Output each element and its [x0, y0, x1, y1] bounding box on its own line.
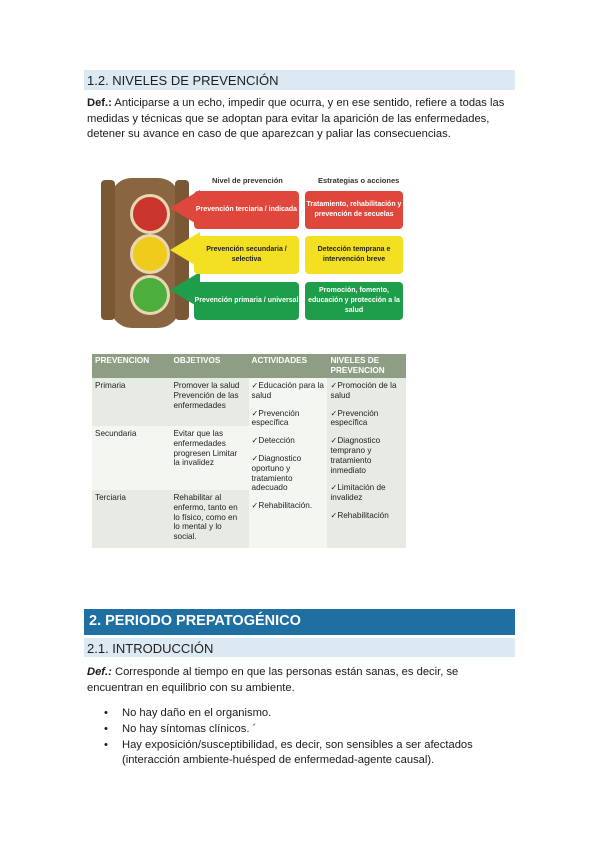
- bullet-list: [104, 706, 514, 769]
- header-prevencion: PREVENCION: [92, 354, 170, 378]
- actividad-item: ✓Prevención específica: [251, 408, 300, 428]
- cell-objetivos: Evitar que las enfermedades progresen Limitar la invalidez: [170, 426, 248, 490]
- cell-niveles: [327, 378, 406, 548]
- nivel-item: ✓Rehabilitación: [330, 510, 389, 520]
- level-primaria-box: Prevención primaria / universal: [194, 282, 299, 320]
- actividad-item: ✓Educación para la salud: [251, 381, 324, 400]
- strategy-terciaria-box: Tratamiento, rehabilitación y prevención de secuelas: [305, 191, 403, 229]
- header-niveles: NIVELES DE PREVENCION: [327, 354, 406, 378]
- cell-objetivos: Rehabilitar al enfermo, tanto en lo físico, como en lo mental y lo social.: [170, 490, 248, 548]
- level-terciaria-box: Prevención terciaria / indicada: [194, 191, 299, 229]
- subsection-heading-introduccion: [84, 638, 515, 657]
- nivel-item: ✓Limitación de invalidez: [330, 483, 386, 503]
- subsection-heading-text: 2.1. INTRODUCCIÓN: [87, 641, 214, 656]
- section-heading-periodo: [84, 609, 515, 635]
- header-actividades: ACTIVIDADES: [249, 354, 328, 378]
- list-item: • No hay síntomas clínicos. ´: [104, 722, 514, 738]
- actividad-item: ✓Detección: [251, 436, 295, 446]
- red-lamp-icon: [130, 194, 170, 234]
- strategy-primaria-box: Promoción, fomento, educación y protección a la salud: [305, 282, 403, 320]
- definition-paragraph: [87, 96, 512, 143]
- strategy-secundaria-box: Detección temprana e intervención breve: [305, 236, 403, 274]
- col-level-header: Nivel de prevención: [212, 176, 283, 185]
- list-item: • No hay daño en el organismo.: [104, 706, 514, 722]
- nivel-item: ✓Prevención específica: [330, 408, 379, 428]
- level-secundaria-box: Prevención secundaria / selectiva: [194, 236, 299, 274]
- green-lamp-icon: [130, 275, 170, 315]
- definition-label: Def.:: [87, 666, 112, 678]
- nivel-item: ✓Diagnostico temprano y tratamiento inmediato: [330, 436, 381, 475]
- cell-actividades: [249, 378, 328, 548]
- section-heading-niveles: [84, 70, 515, 90]
- definition-text: Anticiparse a un echo, impedir que ocurra, y en ese sentido, refiere a todas las medidas y técnicas que se adoptan para evitar la aparición de las enfermedades, detener su avance en caso de que aparezcan y paliar las consecuencias.: [87, 97, 505, 140]
- prevention-table: [92, 354, 406, 548]
- cell-prevencion: Terciaria: [92, 490, 170, 548]
- traffic-light-figure: [84, 170, 406, 330]
- col-strategy-header: Estrategias o acciones: [318, 176, 400, 185]
- table-header-row: [92, 354, 406, 378]
- section-heading-text: 1.2. NIVELES DE PREVENCIÓN: [87, 73, 279, 88]
- yellow-lamp-icon: [130, 234, 170, 274]
- cell-prevencion: Secundaria: [92, 426, 170, 490]
- definition-paragraph-2: [87, 665, 512, 696]
- nivel-item: ✓Promoción de la salud: [330, 381, 397, 400]
- cell-objetivos: Promover la salud Prevención de las enfermedades: [170, 378, 248, 426]
- table-row: [92, 378, 406, 426]
- list-item: • Hay exposición/susceptibilidad, es decir, son sensibles a ser afectados (interacción ambiente-huésped de enfermedad-agente causal).: [104, 738, 514, 770]
- header-objetivos: OBJETIVOS: [170, 354, 248, 378]
- cell-prevencion: Primaria: [92, 378, 170, 426]
- actividad-item: ✓Diagnostico oportuno y tratamiento adecuado: [251, 453, 302, 493]
- definition-text: Corresponde al tiempo en que las personas están sanas, es decir, se encuentran en equilibrio con su ambiente.: [87, 666, 459, 694]
- section-heading-text: 2. PERIODO PREPATOGÉNICO: [89, 613, 301, 629]
- definition-label: Def.:: [87, 97, 112, 109]
- actividad-item: ✓Rehabilitación.: [251, 501, 313, 511]
